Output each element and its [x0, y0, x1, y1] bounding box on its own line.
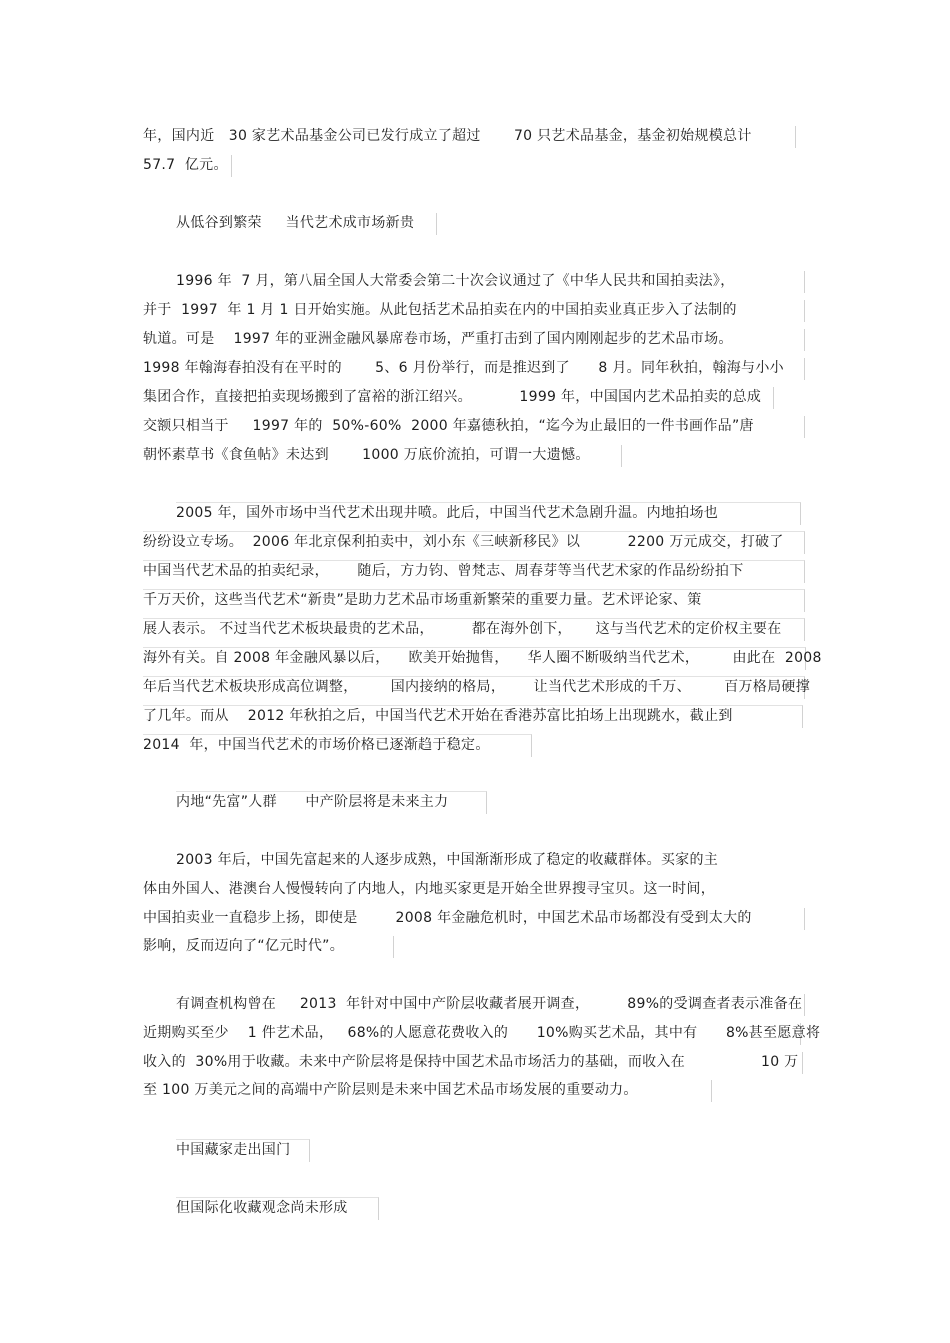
text-line: 1996 年 7 月，第八届全国人大常委会第二十次会议通过了《中华人民共和国拍卖法》，	[176, 271, 805, 293]
text-line: 影响，反而迈向了“亿元时代”。	[143, 936, 394, 958]
text-line: 2014 年，中国当代艺术的市场价格已逐渐趋于稳定。	[143, 734, 532, 757]
text-line: 2003 年后，中国先富起来的人逐步成熟，中国渐渐形成了稳定的收藏群体。买家的主	[176, 852, 719, 868]
text-line: 至 100 万美元之间的高端中产阶层则是未来中国艺术品市场发展的重要动力。	[143, 1080, 712, 1102]
text-line: 集团合作，直接把拍卖现场搬到了富裕的浙江绍兴。 1999 年，中国国内艺术品拍卖的总成	[143, 387, 774, 409]
section-heading: 但国际化收藏观念尚未形成	[176, 1197, 379, 1220]
text-line: 57.7 亿元。	[143, 155, 232, 177]
section-heading: 内地“先富”人群 中产阶层将是未来主力	[176, 791, 487, 814]
text-line: 体由外国人、港澳台人慢慢转向了内地人，内地买家更是开始全世界搜寻宝贝。这一时间，	[143, 881, 715, 897]
text-line: 收入的 30%用于收藏。未来中产阶层将是保持中国艺术品市场活力的基础，而收入在 10 万	[143, 1052, 803, 1074]
text-line: 纷纷设立专场。 2006 年北京保利拍卖中，刘小东《三峡新移民》以 2200 万元成交，打破了	[143, 531, 805, 554]
text-line: 朝怀素草书《食鱼帖》未达到 1000 万底价流拍，可谓一大遗憾。	[143, 445, 622, 467]
text-line: 并于 1997 年 1 月 1 日开始实施。从此包括艺术品拍卖在内的中国拍卖业真正步入了法制的	[143, 300, 805, 322]
text-line: 有调查机构曾在 2013 年针对中国中产阶层收藏者展开调查， 89%的受调查者表示准备在	[176, 994, 805, 1016]
text-line: 年，国内近 30 家艺术品基金公司已发行成立了超过 70 只艺术品基金，基金初始规模总计	[143, 126, 796, 148]
text-line: 展人表示。 不过当代艺术板块最贵的艺术品， 都在海外创下， 这与当代艺术的定价权主要在	[143, 618, 805, 641]
text-line: 轨道。可是 1997 年的亚洲金融风暴席卷市场，严重打击到了国内刚刚起步的艺术品市场。	[143, 329, 805, 351]
text-line: 中国当代艺术品的拍卖纪录， 随后，方力钧、曾梵志、周春芽等当代艺术家的作品纷纷拍下	[143, 560, 805, 583]
text-line: 年后当代艺术板块形成高位调整， 国内接纳的格局， 让当代艺术形成的千万、 百万格局硬撑	[143, 676, 805, 699]
text-line: 1998 年翰海春拍没有在平时的 5、6 月份举行，而是推迟到了 8 月。同年秋拍，翰海与小小	[143, 358, 805, 380]
text-line: 近期购买至少 1 件艺术品， 68%的人愿意花费收入的 10%购买艺术品，其中有 8%甚至愿意将	[143, 1023, 801, 1045]
section-heading: 中国藏家走出国门	[176, 1139, 310, 1162]
text-line: 交额只相当于 1997 年的 50%-60% 2000 年嘉德秋拍，“迄今为止最旧的一件书画作品”唐	[143, 416, 805, 438]
text-line: 中国拍卖业一直稳步上扬，即使是 2008 年金融危机时，中国艺术品市场都没有受到太大的	[143, 908, 805, 930]
text-line: 2005 年，国外市场中当代艺术出现井喷。此后，中国当代艺术急剧升温。内地拍场也	[176, 502, 801, 525]
section-heading: 从低谷到繁荣 当代艺术成市场新贵	[176, 213, 437, 235]
text-line: 了几年。而从 2012 年秋拍之后，中国当代艺术开始在香港苏富比拍场上出现跳水，截止到	[143, 705, 803, 728]
text-line: 千万天价，这些当代艺术“新贵”是助力艺术品市场重新繁荣的重要力量。艺术评论家、策	[143, 589, 805, 612]
text-line: 海外有关。自 2008 年金融风暴以后， 欧美开始抛售， 华人圈不断吸纳当代艺术， 由此在 2008	[143, 647, 806, 670]
